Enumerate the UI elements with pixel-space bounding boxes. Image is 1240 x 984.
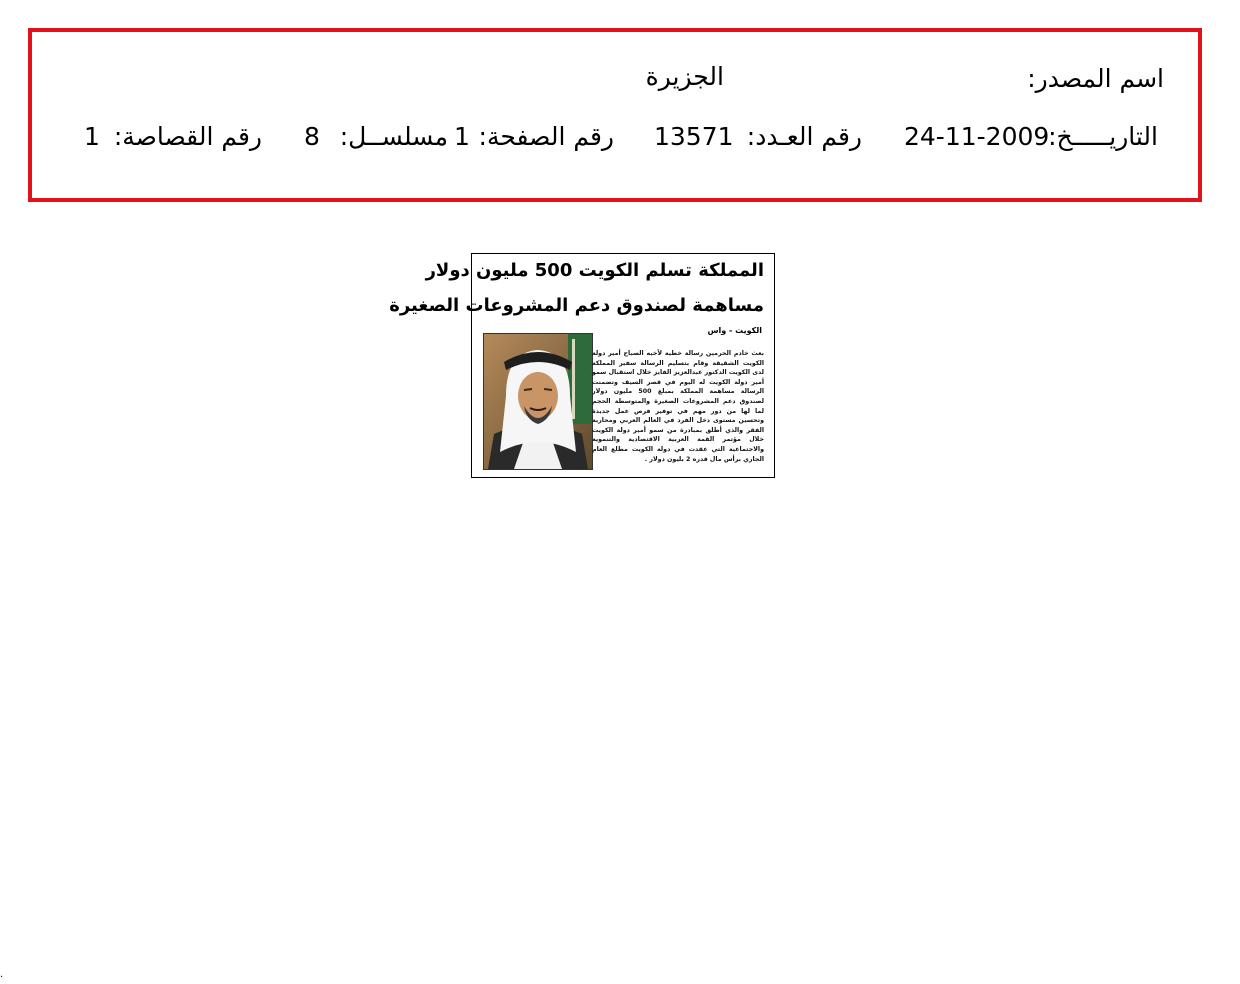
corner-mark: . xyxy=(0,969,4,980)
article-byline: الكويت - واس xyxy=(707,326,762,335)
date-label: التاريـــــخ: xyxy=(1048,122,1158,151)
clip-number-value: 1 xyxy=(84,122,100,151)
serial-value: 8 xyxy=(304,122,320,151)
page-label: رقم الصفحة: xyxy=(478,122,614,151)
issue-value: 13571 xyxy=(654,122,734,151)
portrait-illustration xyxy=(484,334,592,469)
clip-number-label: رقم القصاصة: xyxy=(113,122,262,151)
page-value: 1 xyxy=(454,122,470,151)
source-label: اسم المصدر: xyxy=(1027,64,1164,93)
source-info-box xyxy=(28,28,1202,202)
headline-line-1: المملكة تسلم الكويت 500 مليون دولار xyxy=(425,260,764,281)
newspaper-clipping xyxy=(389,253,775,478)
date-value: 24-11-2009 xyxy=(904,122,1050,151)
source-value: الجزيرة xyxy=(645,62,724,91)
portrait-photo-icon xyxy=(483,333,593,470)
serial-label: مسلســل: xyxy=(339,122,448,151)
headline-line-2: مساهمة لصندوق دعم المشروعات الصغيرة xyxy=(389,295,764,316)
article-body: بعث خادم الحرمين رسالة خطية لأخيه الصباح أمير دولة الكويت الشقيقة وقام بتسليم الرسالة سفير المملكة لدى الكويت الدكتور عبدالعزيز الفايز خلال استقبال سمو أمير دولة الكويت له اليوم في قصر السيف وتضمنت الرسالة مساهمة المملكة بمبلغ 500 مليون دولار لصندوق دعم المشروعات الصغيرة والمتوسطة الحجم لما لها من دور مهم في توفير فرص عمل جديدة وتحسين مستوى دخل الفرد في العالم العربي ومحاربة الفقر والذي أطلق بمبادرة من سمو أمير دولة الكويت خلال مؤتمر القمة العربية الاقتصادية والتنموية والاجتماعية التي عقدت في دولة الكويت مطلع العام الجاري برأس مال قدره 2 بليون دولار . xyxy=(592,350,764,463)
issue-label: رقم العـدد: xyxy=(746,122,862,151)
